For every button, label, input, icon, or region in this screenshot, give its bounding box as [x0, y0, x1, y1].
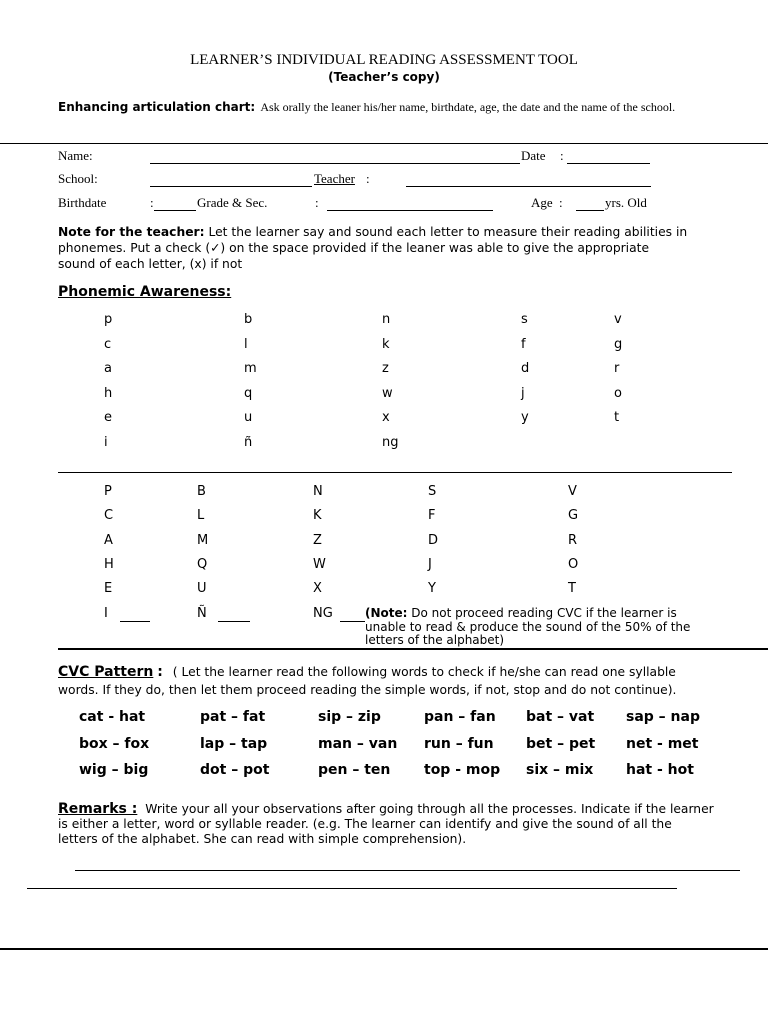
uppercase-letter: D: [428, 532, 439, 548]
uppercase-letter: N: [313, 484, 323, 499]
cvc-word-pair: dot – pot: [200, 762, 270, 778]
cvc-word-pair: sap – nap: [626, 709, 700, 725]
uppercase-letter: R: [568, 532, 578, 548]
lowercase-letter: ng: [382, 434, 399, 450]
articulation-label: Enhancing articulation chart:: [58, 100, 256, 114]
uppercase-letter: Q: [197, 556, 208, 572]
articulation-text: Ask orally the leaner his/her name, birthdate, age, the date and the name of the school.: [260, 100, 676, 114]
school-label: School:: [58, 171, 98, 186]
page-subtitle: (Teacher’s copy): [328, 70, 440, 84]
teacher-note: [58, 224, 748, 272]
lowercase-letter: r: [614, 361, 620, 376]
uppercase-letter: B: [197, 484, 206, 499]
lowercase-letter: a: [104, 361, 112, 376]
check-blank[interactable]: [340, 621, 365, 622]
grade-colon: :: [315, 195, 319, 210]
teacher-note-line1: Let the learner say and sound each letter to measure their reading abilities in: [208, 225, 688, 239]
cvc-word-pair: lap – tap: [200, 736, 268, 752]
name-field[interactable]: [150, 163, 520, 164]
header-divider: [0, 143, 768, 144]
lowercase-letter: y: [521, 410, 529, 425]
teacher-note-label: Note for the teacher:: [58, 225, 205, 239]
letters-divider: [58, 472, 732, 473]
age-colon: :: [559, 195, 563, 210]
cvc-word-pair: pat – fat: [200, 709, 266, 725]
uppercase-letter: C: [104, 508, 114, 524]
age-unit: yrs. Old: [605, 195, 647, 210]
birthdate-colon: :: [150, 195, 154, 210]
cvc-proceed-note: [365, 607, 690, 648]
grade-label: Grade & Sec.: [197, 195, 268, 210]
name-label: Name:: [58, 148, 93, 163]
lowercase-letter: c: [104, 336, 112, 352]
lowercase-letter: t: [614, 410, 620, 425]
cvc-word-pair: top - mop: [424, 762, 501, 778]
lowercase-letter: w: [382, 385, 393, 401]
remarks-answer-line-2[interactable]: [27, 888, 677, 889]
uppercase-letter: G: [568, 508, 579, 524]
cvc-note-line3: letters of the alphabet): [365, 633, 505, 647]
cvc-word-pair: wig – big: [79, 762, 149, 778]
age-label: Age: [531, 195, 553, 210]
page-title: LEARNER’S INDIVIDUAL READING ASSESSMENT TOOL: [190, 52, 578, 68]
cvc-word-pair: bat – vat: [526, 709, 595, 725]
cvc-note-label: (Note:: [365, 606, 408, 620]
birthdate-field[interactable]: [154, 210, 196, 211]
cvc-heading: CVC Pattern: [58, 664, 154, 680]
lowercase-letter: p: [104, 312, 113, 327]
remarks-section: [58, 802, 714, 847]
lowercase-letter: s: [521, 312, 528, 327]
cvc-note-line1: Do not proceed reading CVC if the learner is: [411, 606, 677, 620]
cvc-word-pair: pen – ten: [318, 762, 391, 778]
articulation-instruction: [58, 96, 675, 115]
remarks-line1: Write your all your observations after going through all the processes. Indicate if the learner: [145, 802, 714, 816]
uppercase-letter: V: [568, 484, 577, 499]
uppercase-letter: S: [428, 484, 437, 499]
uppercase-letter: Ñ: [197, 605, 207, 621]
lowercase-letter: f: [521, 336, 526, 352]
section-divider: [58, 648, 768, 650]
uppercase-letter: J: [428, 556, 432, 572]
teacher-label: Teacher: [314, 171, 355, 186]
date-colon: :: [560, 148, 564, 163]
uppercase-letter: I: [104, 605, 108, 621]
teacher-note-line3: sound of each letter, (x) if not: [58, 257, 243, 271]
uppercase-letter: Z: [313, 532, 322, 548]
grade-field[interactable]: [327, 210, 493, 211]
cvc-word-pair: cat - hat: [79, 709, 146, 725]
lowercase-letter: o: [614, 385, 622, 401]
cvc-word-pair: man – van: [318, 736, 398, 752]
lowercase-letter: h: [104, 385, 113, 401]
cvc-word-pair: net - met: [626, 736, 699, 752]
cvc-note-line2: unable to read & produce the sound of the 50% of the: [365, 619, 691, 634]
check-blank[interactable]: [218, 621, 250, 622]
teacher-field[interactable]: [406, 186, 651, 187]
age-field[interactable]: [576, 210, 604, 211]
lowercase-letter: z: [382, 361, 389, 376]
lowercase-letter: v: [614, 312, 622, 327]
teacher-colon: :: [366, 171, 370, 186]
uppercase-letter: E: [104, 581, 113, 597]
cvc-word-pair: sip – zip: [318, 709, 381, 725]
lowercase-letter: u: [244, 410, 253, 425]
birthdate-label: Birthdate: [58, 195, 107, 210]
uppercase-letter: H: [104, 556, 114, 572]
teacher-note-line2: phonemes. Put a check (✓) on the space provided if the leaner was able to give the appropriate: [58, 241, 650, 255]
uppercase-letter: L: [197, 508, 205, 524]
uppercase-letter: U: [197, 581, 207, 597]
lowercase-letter: ñ: [244, 434, 253, 450]
lowercase-letter: x: [382, 410, 390, 425]
lowercase-letter: m: [244, 361, 257, 376]
cvc-instruction: [58, 663, 676, 699]
check-blank[interactable]: [120, 621, 150, 622]
cvc-heading-colon: :: [157, 664, 163, 680]
date-label: Date: [521, 148, 546, 163]
uppercase-letter: A: [104, 532, 113, 548]
lowercase-letter: q: [244, 385, 253, 401]
cvc-word-pair: run – fun: [424, 736, 494, 752]
lowercase-letter: g: [614, 336, 623, 352]
uppercase-letter: NG: [313, 605, 333, 621]
footer-divider: [0, 948, 768, 950]
lowercase-letter: n: [382, 312, 391, 327]
uppercase-letter: T: [568, 581, 576, 597]
remarks-line3: letters of the alphabet. She can read with simple comprehension).: [58, 832, 467, 846]
lowercase-letter: l: [244, 336, 248, 352]
cvc-word-pair: hat - hot: [626, 762, 694, 778]
school-field[interactable]: [150, 186, 312, 187]
uppercase-letter: X: [313, 581, 322, 597]
uppercase-letter: M: [197, 532, 209, 548]
remarks-line2: is either a letter, word or syllable reader. (e.g. The learner can identify and give the sound of all the: [58, 817, 672, 831]
cvc-word-pair: bet – pet: [526, 736, 596, 752]
uppercase-letter: F: [428, 508, 436, 524]
cvc-instruction-line2: words. If they do, then let them proceed reading the simple words, if not, stop and do not continue).: [58, 683, 677, 697]
lowercase-letter: k: [382, 336, 390, 352]
lowercase-letter: i: [104, 434, 108, 450]
lowercase-letter: d: [521, 361, 530, 376]
cvc-word-pair: box – fox: [79, 736, 150, 752]
uppercase-letter: P: [104, 484, 112, 499]
cvc-word-pair: six – mix: [526, 762, 594, 778]
date-field[interactable]: [567, 163, 650, 164]
remarks-heading: Remarks :: [58, 801, 138, 817]
cvc-instruction-line1: ( Let the learner read the following words to check if he/she can read one syllable: [172, 665, 676, 679]
uppercase-letter: Y: [428, 581, 436, 597]
lowercase-letter: e: [104, 410, 112, 425]
lowercase-letter: j: [521, 385, 525, 401]
remarks-answer-line-1[interactable]: [75, 870, 740, 871]
phonemic-heading: Phonemic Awareness:: [58, 284, 232, 300]
cvc-word-pair: pan – fan: [424, 709, 496, 725]
uppercase-letter: K: [313, 508, 322, 524]
uppercase-letter: W: [313, 556, 326, 572]
uppercase-letter: O: [568, 556, 579, 572]
lowercase-letter: b: [244, 312, 253, 327]
